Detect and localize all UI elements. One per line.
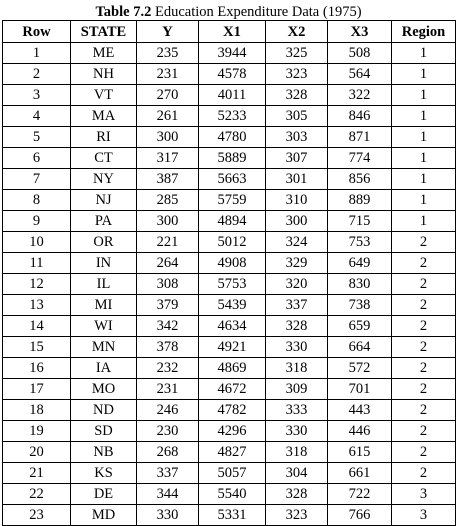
cell-y: 285 <box>137 190 199 211</box>
cell-row: 12 <box>3 274 71 295</box>
cell-x1: 4921 <box>199 337 266 358</box>
cell-x2: 324 <box>266 232 328 253</box>
cell-state: IN <box>71 253 137 274</box>
cell-x2: 309 <box>266 379 328 400</box>
cell-x1: 4782 <box>199 400 266 421</box>
column-header-region: Region <box>392 21 456 43</box>
cell-row: 3 <box>3 85 71 106</box>
cell-x2: 318 <box>266 358 328 379</box>
cell-state: VT <box>71 85 137 106</box>
cell-state: KS <box>71 463 137 484</box>
cell-y: 246 <box>137 400 199 421</box>
cell-x3: 649 <box>328 253 392 274</box>
cell-x2: 328 <box>266 85 328 106</box>
cell-x2: 323 <box>266 64 328 85</box>
cell-region: 2 <box>392 232 456 253</box>
table-row <box>3 400 456 421</box>
cell-state: OR <box>71 232 137 253</box>
table-caption-text: Education Expenditure Data (1975) <box>151 4 362 20</box>
cell-x2: 318 <box>266 442 328 463</box>
cell-x3: 664 <box>328 337 392 358</box>
table-row <box>3 358 456 379</box>
cell-x1: 4894 <box>199 211 266 232</box>
cell-region: 2 <box>392 253 456 274</box>
table-row <box>3 127 456 148</box>
table-header <box>3 21 456 43</box>
table-row <box>3 505 456 526</box>
cell-y: 235 <box>137 43 199 64</box>
cell-region: 1 <box>392 85 456 106</box>
table-row <box>3 253 456 274</box>
cell-region: 2 <box>392 421 456 442</box>
cell-x2: 337 <box>266 295 328 316</box>
cell-x3: 871 <box>328 127 392 148</box>
cell-x1: 5540 <box>199 484 266 505</box>
cell-row: 4 <box>3 106 71 127</box>
cell-x3: 659 <box>328 316 392 337</box>
cell-x1: 4634 <box>199 316 266 337</box>
cell-region: 2 <box>392 316 456 337</box>
cell-state: ND <box>71 400 137 421</box>
table-row <box>3 148 456 169</box>
cell-x2: 303 <box>266 127 328 148</box>
cell-row: 17 <box>3 379 71 400</box>
table-row <box>3 85 456 106</box>
table-caption-label: Table 7.2 <box>95 4 152 20</box>
table-row <box>3 274 456 295</box>
cell-row: 8 <box>3 190 71 211</box>
cell-x2: 329 <box>266 253 328 274</box>
table-row <box>3 484 456 505</box>
cell-x2: 305 <box>266 106 328 127</box>
cell-state: CT <box>71 148 137 169</box>
column-header-x3: X3 <box>328 21 392 43</box>
cell-y: 232 <box>137 358 199 379</box>
cell-x3: 715 <box>328 211 392 232</box>
cell-row: 9 <box>3 211 71 232</box>
cell-row: 6 <box>3 148 71 169</box>
cell-x2: 320 <box>266 274 328 295</box>
cell-state: MO <box>71 379 137 400</box>
cell-x3: 446 <box>328 421 392 442</box>
cell-x3: 661 <box>328 463 392 484</box>
cell-x1: 5057 <box>199 463 266 484</box>
cell-y: 270 <box>137 85 199 106</box>
table-row <box>3 421 456 442</box>
cell-row: 23 <box>3 505 71 526</box>
cell-x3: 774 <box>328 148 392 169</box>
cell-state: WI <box>71 316 137 337</box>
cell-x3: 322 <box>328 85 392 106</box>
cell-x1: 5759 <box>199 190 266 211</box>
cell-y: 264 <box>137 253 199 274</box>
cell-x3: 856 <box>328 169 392 190</box>
cell-x1: 5331 <box>199 505 266 526</box>
cell-state: NH <box>71 64 137 85</box>
cell-x1: 4672 <box>199 379 266 400</box>
cell-region: 1 <box>392 148 456 169</box>
cell-y: 261 <box>137 106 199 127</box>
cell-x2: 310 <box>266 190 328 211</box>
cell-y: 378 <box>137 337 199 358</box>
table-row <box>3 316 456 337</box>
cell-region: 1 <box>392 127 456 148</box>
cell-y: 300 <box>137 127 199 148</box>
cell-x3: 846 <box>328 106 392 127</box>
table-row <box>3 379 456 400</box>
cell-x1: 4827 <box>199 442 266 463</box>
cell-x2: 328 <box>266 316 328 337</box>
table-row <box>3 64 456 85</box>
cell-x1: 4908 <box>199 253 266 274</box>
column-header-x2: X2 <box>266 21 328 43</box>
cell-state: IL <box>71 274 137 295</box>
cell-row: 10 <box>3 232 71 253</box>
cell-y: 387 <box>137 169 199 190</box>
table-row <box>3 190 456 211</box>
cell-state: SD <box>71 421 137 442</box>
cell-row: 7 <box>3 169 71 190</box>
cell-region: 2 <box>392 337 456 358</box>
education-expenditure-table <box>2 20 456 526</box>
table-row <box>3 169 456 190</box>
cell-state: IA <box>71 358 137 379</box>
cell-x1: 5663 <box>199 169 266 190</box>
column-header-y: Y <box>137 21 199 43</box>
table-body <box>3 43 456 526</box>
header-row <box>3 21 456 43</box>
cell-x1: 5439 <box>199 295 266 316</box>
cell-x3: 889 <box>328 190 392 211</box>
cell-region: 2 <box>392 400 456 421</box>
cell-y: 379 <box>137 295 199 316</box>
cell-y: 300 <box>137 211 199 232</box>
cell-region: 2 <box>392 295 456 316</box>
cell-row: 21 <box>3 463 71 484</box>
cell-row: 2 <box>3 64 71 85</box>
cell-x1: 4578 <box>199 64 266 85</box>
cell-x1: 3944 <box>199 43 266 64</box>
cell-x2: 328 <box>266 484 328 505</box>
cell-region: 2 <box>392 442 456 463</box>
cell-x3: 701 <box>328 379 392 400</box>
cell-region: 2 <box>392 358 456 379</box>
cell-state: ME <box>71 43 137 64</box>
cell-row: 19 <box>3 421 71 442</box>
column-header-row: Row <box>3 21 71 43</box>
cell-x1: 5233 <box>199 106 266 127</box>
column-header-state: STATE <box>71 21 137 43</box>
cell-row: 5 <box>3 127 71 148</box>
cell-state: NB <box>71 442 137 463</box>
cell-y: 231 <box>137 379 199 400</box>
cell-row: 22 <box>3 484 71 505</box>
cell-region: 1 <box>392 106 456 127</box>
cell-state: MI <box>71 295 137 316</box>
cell-x2: 304 <box>266 463 328 484</box>
cell-row: 11 <box>3 253 71 274</box>
cell-y: 308 <box>137 274 199 295</box>
cell-x1: 5889 <box>199 148 266 169</box>
cell-state: PA <box>71 211 137 232</box>
cell-x1: 4869 <box>199 358 266 379</box>
table-row <box>3 232 456 253</box>
cell-x3: 830 <box>328 274 392 295</box>
cell-y: 317 <box>137 148 199 169</box>
cell-x3: 753 <box>328 232 392 253</box>
cell-state: MD <box>71 505 137 526</box>
cell-row: 1 <box>3 43 71 64</box>
table-row <box>3 211 456 232</box>
cell-region: 1 <box>392 43 456 64</box>
table-row <box>3 106 456 127</box>
cell-x2: 307 <box>266 148 328 169</box>
cell-state: NY <box>71 169 137 190</box>
cell-x2: 323 <box>266 505 328 526</box>
cell-x2: 330 <box>266 337 328 358</box>
cell-region: 3 <box>392 505 456 526</box>
cell-x3: 443 <box>328 400 392 421</box>
cell-x2: 333 <box>266 400 328 421</box>
cell-y: 344 <box>137 484 199 505</box>
cell-state: MN <box>71 337 137 358</box>
cell-row: 14 <box>3 316 71 337</box>
cell-region: 2 <box>392 379 456 400</box>
cell-x3: 508 <box>328 43 392 64</box>
cell-x3: 615 <box>328 442 392 463</box>
cell-x3: 722 <box>328 484 392 505</box>
cell-state: DE <box>71 484 137 505</box>
cell-row: 15 <box>3 337 71 358</box>
cell-region: 2 <box>392 463 456 484</box>
cell-y: 230 <box>137 421 199 442</box>
table-caption <box>0 3 457 21</box>
cell-x2: 325 <box>266 43 328 64</box>
cell-region: 3 <box>392 484 456 505</box>
cell-row: 20 <box>3 442 71 463</box>
cell-y: 342 <box>137 316 199 337</box>
cell-row: 13 <box>3 295 71 316</box>
cell-state: RI <box>71 127 137 148</box>
cell-x3: 738 <box>328 295 392 316</box>
cell-y: 337 <box>137 463 199 484</box>
cell-region: 1 <box>392 211 456 232</box>
cell-y: 330 <box>137 505 199 526</box>
cell-x1: 4296 <box>199 421 266 442</box>
cell-x3: 564 <box>328 64 392 85</box>
cell-region: 1 <box>392 64 456 85</box>
table-row <box>3 43 456 64</box>
cell-state: NJ <box>71 190 137 211</box>
table-row <box>3 463 456 484</box>
cell-x1: 4011 <box>199 85 266 106</box>
cell-y: 231 <box>137 64 199 85</box>
cell-x3: 572 <box>328 358 392 379</box>
cell-x1: 4780 <box>199 127 266 148</box>
cell-row: 16 <box>3 358 71 379</box>
cell-region: 2 <box>392 274 456 295</box>
cell-x1: 5012 <box>199 232 266 253</box>
column-header-x1: X1 <box>199 21 266 43</box>
cell-region: 1 <box>392 169 456 190</box>
cell-x3: 766 <box>328 505 392 526</box>
table-row <box>3 337 456 358</box>
cell-y: 221 <box>137 232 199 253</box>
cell-row: 18 <box>3 400 71 421</box>
cell-state: MA <box>71 106 137 127</box>
table-row <box>3 295 456 316</box>
cell-y: 268 <box>137 442 199 463</box>
cell-x1: 5753 <box>199 274 266 295</box>
cell-x2: 301 <box>266 169 328 190</box>
table-row <box>3 442 456 463</box>
cell-region: 1 <box>392 190 456 211</box>
cell-x2: 330 <box>266 421 328 442</box>
cell-x2: 300 <box>266 211 328 232</box>
